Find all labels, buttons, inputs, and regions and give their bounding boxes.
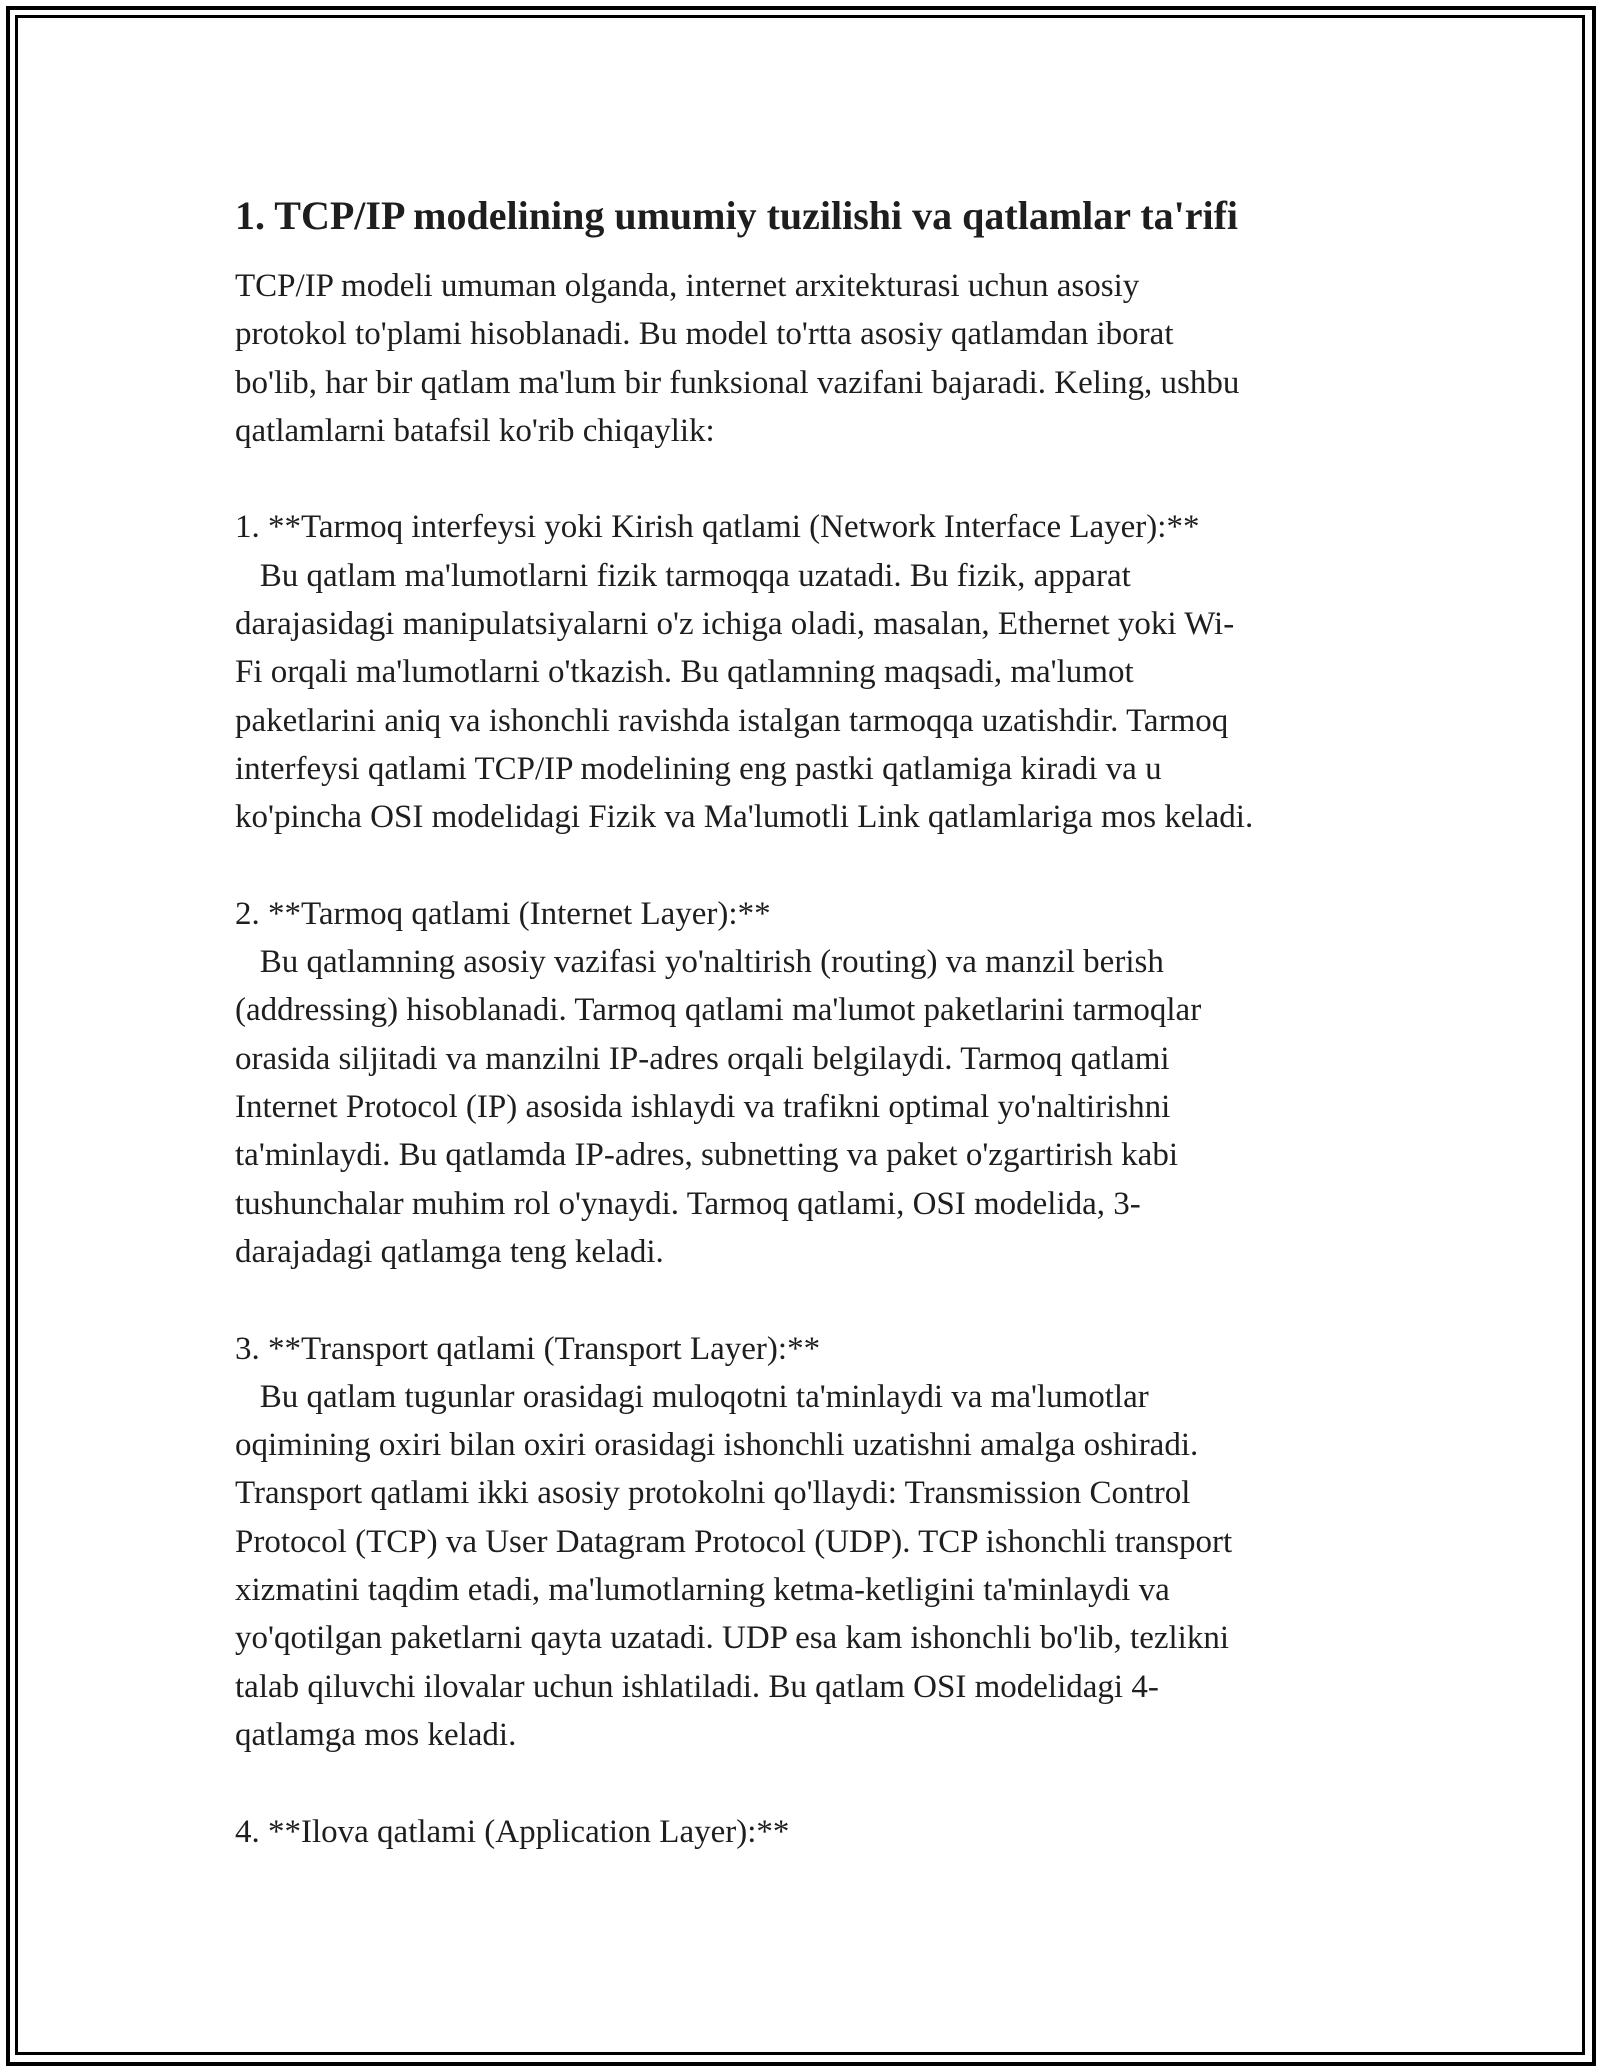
section-line: (addressing) hisoblanadi. Tarmoq qatlami ma'lumot paketlarini tarmoqlar <box>235 992 1202 1029</box>
document-body <box>235 180 1405 1856</box>
section-line: talab qiluvchi ilovalar uchun ishlatiladi. Bu qatlam OSI modelidagi 4- <box>235 1668 1159 1705</box>
section-heading: 3. **Transport qatlami (Transport Layer):** <box>235 1330 821 1367</box>
section-line: darajadagi qatlamga teng keladi. <box>235 1233 664 1270</box>
section-line: paketlarini aniq va ishonchli ravishda istalgan tarmoqqa uzatishdir. Tarmoq <box>235 702 1229 739</box>
intro-line: protokol to'plami hisoblanadi. Bu model to'rtta asosiy qatlamdan iborat <box>235 316 1174 353</box>
section-heading: 1. **Tarmoq interfeysi yoki Kirish qatlami (Network Interface Layer):** <box>235 509 1200 546</box>
section-line: orasida siljitadi va manzilni IP-adres orqali belgilaydi. Tarmoq qatlami <box>235 1040 1170 1077</box>
section-line: Bu qatlamning asosiy vazifasi yo'naltirish (routing) va manzil berish <box>235 944 1164 981</box>
section-line: Transport qatlami ikki asosiy protokolni qo'llaydi: Transmission Control <box>235 1475 1191 1512</box>
section-line: Internet Protocol (IP) asosida ishlaydi va trafikni optimal yo'naltirishni <box>235 1089 1171 1126</box>
intro-line: bo'lib, har bir qatlam ma'lum bir funksional vazifani bajaradi. Keling, ushbu <box>235 364 1240 401</box>
intro-line: TCP/IP modeli umuman olganda, internet arxitekturasi uchun asosiy <box>235 268 1140 304</box>
section-line: yo'qotilgan paketlarni qayta uzatadi. UDP esa kam ishonchli bo'lib, tezlikni <box>235 1620 1230 1657</box>
section-line: ta'minlaydi. Bu qatlamda IP-adres, subnetting va paket o'zgartirish kabi <box>235 1137 1178 1174</box>
section-line: tushunchalar muhim rol o'ynaydi. Tarmoq qatlami, OSI modelida, 3- <box>235 1185 1141 1222</box>
section-heading: 2. **Tarmoq qatlami (Internet Layer):** <box>235 895 771 932</box>
section-line: darajasidagi manipulatsiyalarni o'z ichiga oladi, masalan, Ethernet yoki Wi- <box>235 606 1235 643</box>
section-line: Fi orqali ma'lumotlarni o'tkazish. Bu qatlamning maqsadi, ma'lumot <box>235 654 1134 691</box>
section-line: ko'pincha OSI modelidagi Fizik va Ma'lumotli Link qatlamlariga mos keladi. <box>235 799 1254 836</box>
spacer <box>235 1759 1405 1807</box>
spacer <box>235 842 1405 890</box>
spacer <box>235 455 1405 503</box>
section-line: Bu qatlam ma'lumotlarni fizik tarmoqqa uzatadi. Bu fizik, apparat <box>235 557 1131 594</box>
intro-paragraph <box>235 262 1405 455</box>
section-internet-layer <box>235 890 1405 1276</box>
section-network-interface-layer <box>235 503 1405 841</box>
section-line: interfeysi qatlami TCP/IP modelining eng pastki qatlamiga kiradi va u <box>235 750 1162 787</box>
section-line: Protocol (TCP) va User Datagram Protocol (UDP). TCP ishonchli transport <box>235 1523 1233 1560</box>
section-transport-layer <box>235 1325 1405 1760</box>
section-application-layer <box>235 1808 1405 1856</box>
spacer <box>235 1276 1405 1324</box>
section-line: xizmatini taqdim etadi, ma'lumotlarning ketma-ketligini ta'minlaydi va <box>235 1572 1170 1609</box>
section-line: Bu qatlam tugunlar orasidagi muloqotni ta'minlaydi va ma'lumotlar <box>235 1378 1149 1415</box>
section-line: qatlamga mos keladi. <box>235 1716 517 1753</box>
document-title: 1. TCP/IP modelining umumiy tuzilishi va qatlamlar ta'rifi <box>235 193 1239 238</box>
section-heading: 4. **Ilova qatlami (Application Layer):** <box>235 1813 790 1850</box>
section-line: oqimining oxiri bilan oxiri orasidagi ishonchli uzatishni amalga oshiradi. <box>235 1427 1199 1464</box>
intro-line: qatlamlarni batafsil ko'rib chiqaylik: <box>235 412 715 449</box>
